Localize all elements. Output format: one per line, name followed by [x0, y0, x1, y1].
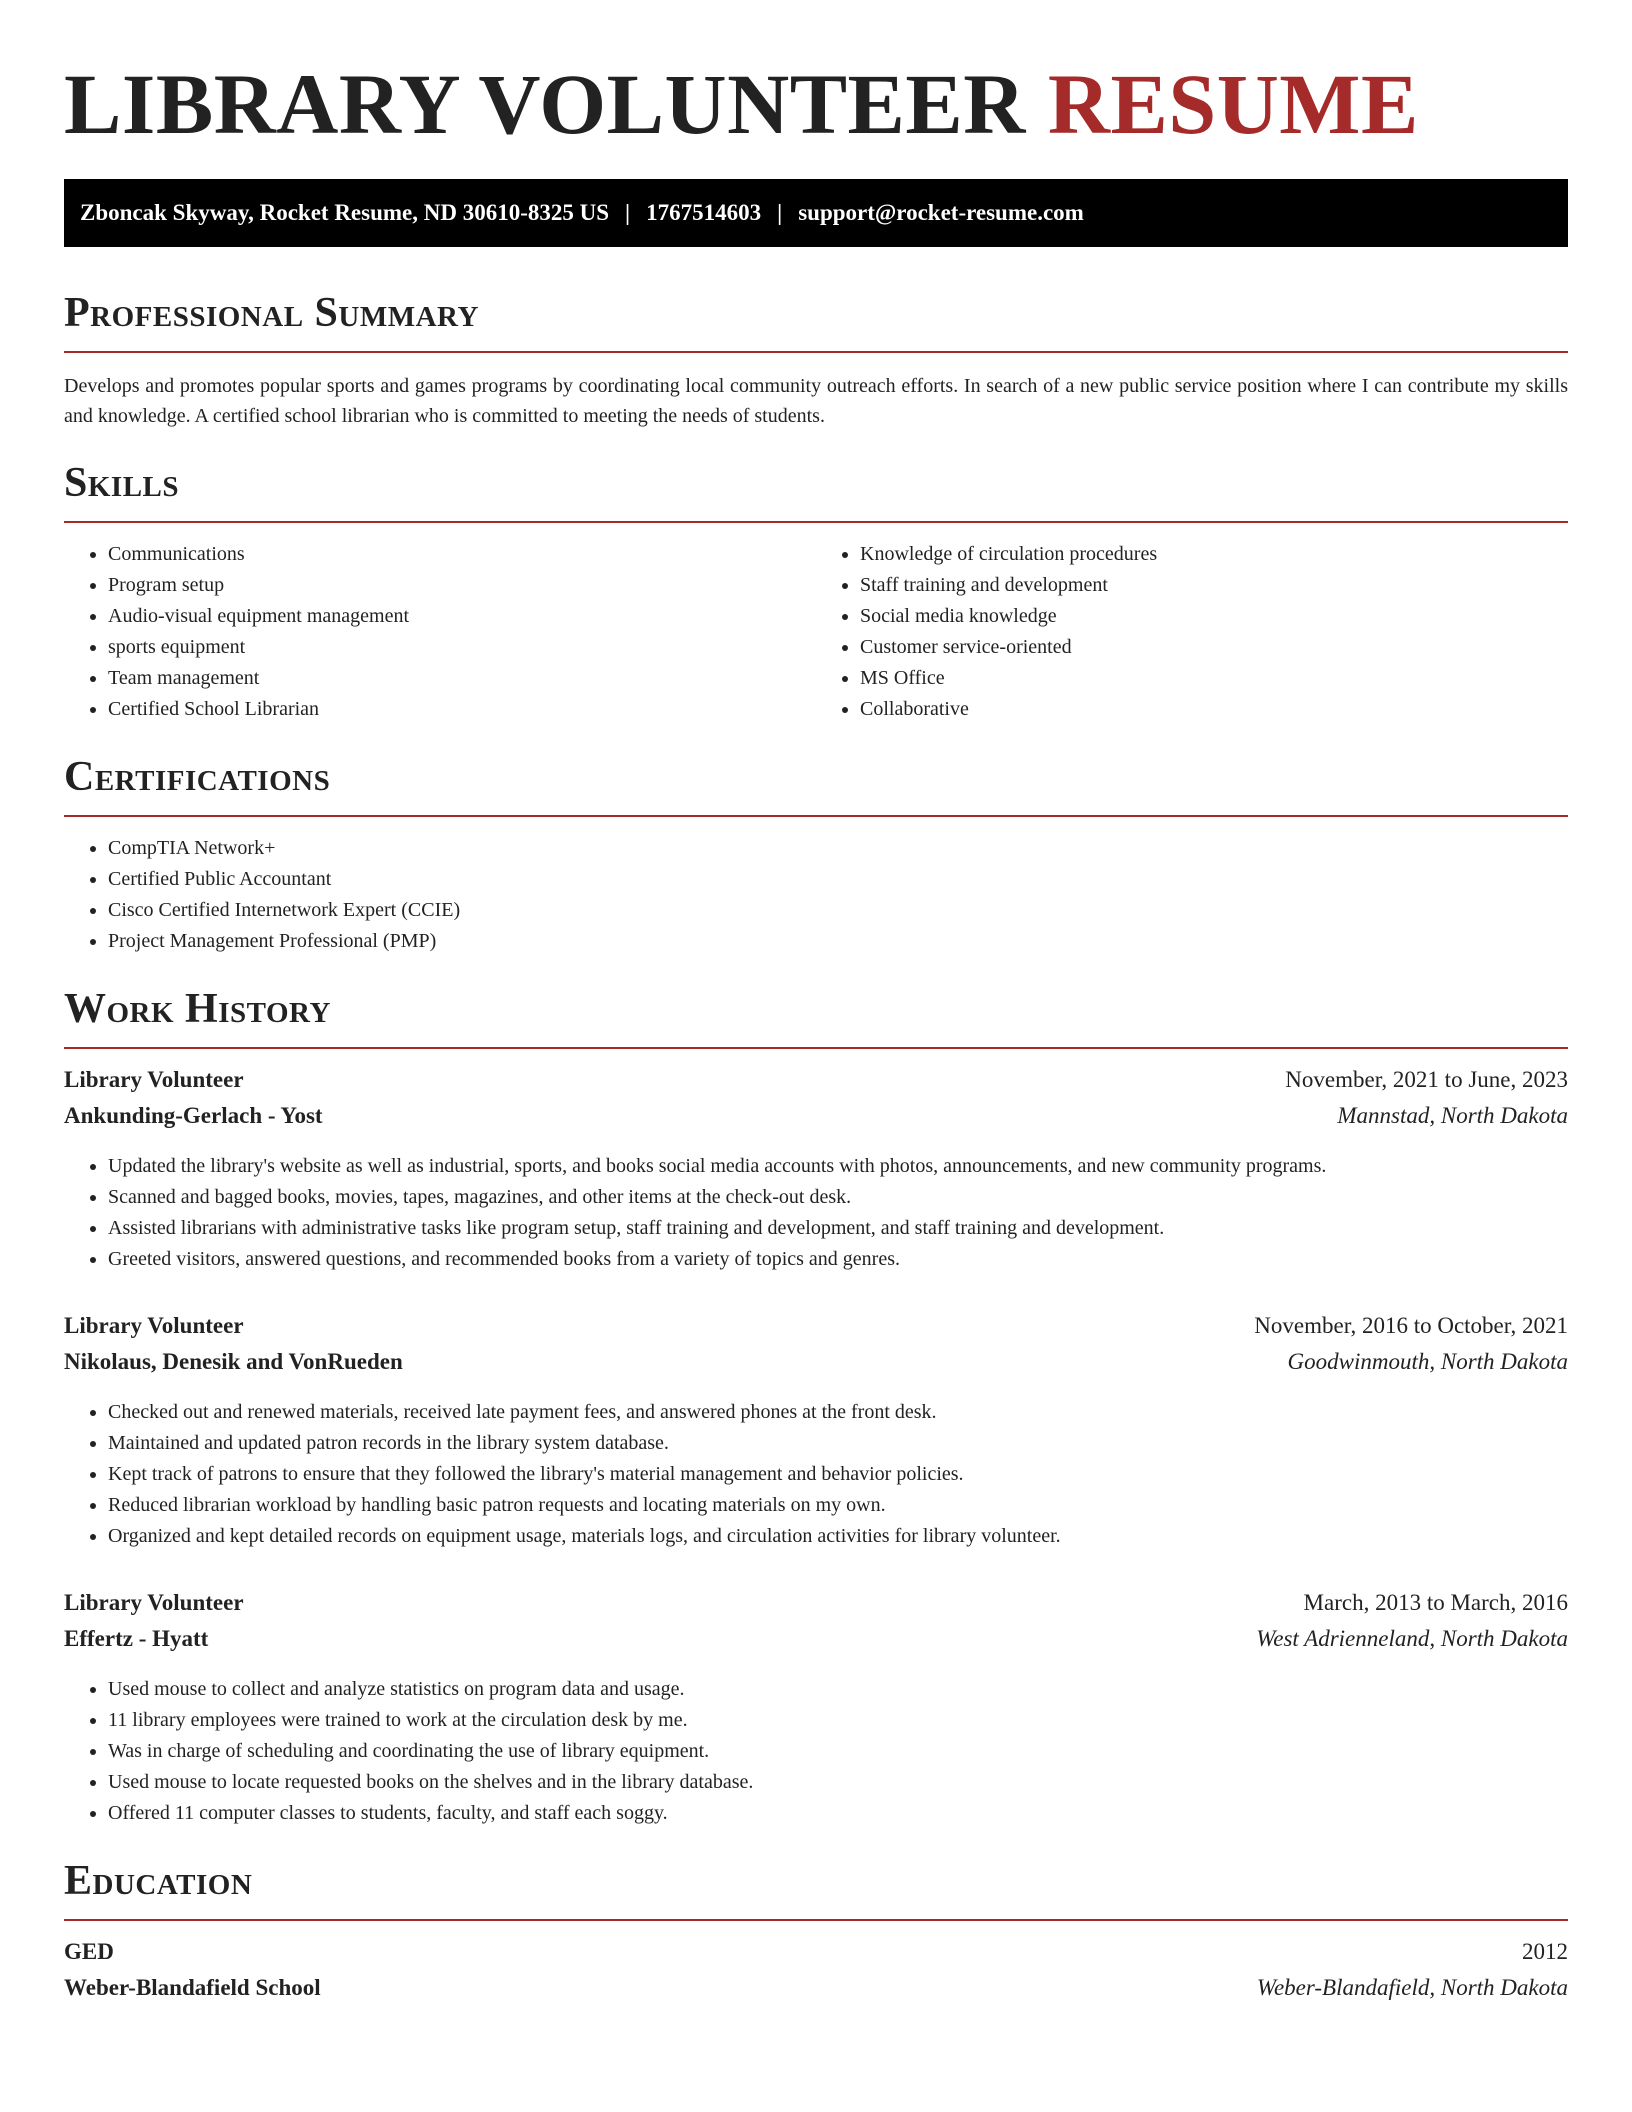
job-bullet: • Scanned and bagged books, movies, tapes, magazines, and other items at the check-out desk.: [108, 1182, 1568, 1213]
job-entry: [64, 1313, 1568, 1552]
job-bullet: • Kept track of patrons to ensure that they followed the library's material management and behavior policies.: [108, 1459, 1568, 1490]
skill-item: • Team management: [108, 663, 816, 694]
contact-bar: [64, 179, 1568, 247]
title-main: LIBRARY VOLUNTEER: [64, 56, 1026, 152]
work-history-section: [64, 987, 1568, 1829]
section-divider: [64, 1047, 1568, 1049]
job-bullet: • Reduced librarian workload by handling basic patron requests and locating materials on my own.: [108, 1490, 1568, 1521]
skill-item: • Audio-visual equipment management: [108, 601, 816, 632]
education-entry: [64, 1939, 1568, 2011]
certification-item: • Certified Public Accountant: [108, 864, 1568, 895]
job-bullet: • Was in charge of scheduling and coordinating the use of library equipment.: [108, 1736, 1568, 1767]
skill-item: • Social media knowledge: [860, 601, 1568, 632]
title-accent: RESUME: [1047, 56, 1419, 152]
skill-item: • Program setup: [108, 570, 816, 601]
job-dates: March, 2013 to March, 2016: [1303, 1590, 1568, 1615]
skills-section: [64, 461, 1568, 725]
skills-column-right: [816, 523, 1568, 725]
education-degree: GED: [64, 1939, 114, 1964]
job-bullet: • 11 library employees were trained to work at the circulation desk by me.: [108, 1705, 1568, 1736]
job-title: Library Volunteer: [64, 1313, 244, 1338]
education-school-row: [64, 1975, 1568, 2011]
skill-item: • Communications: [108, 539, 816, 570]
education-section: [64, 1859, 1568, 2011]
job-company: Nikolaus, Denesik and VonRueden: [64, 1349, 403, 1374]
skill-item: • Customer service-oriented: [860, 632, 1568, 663]
job-company: Effertz - Hyatt: [64, 1626, 209, 1651]
certification-item: • CompTIA Network+: [108, 833, 1568, 864]
education-school: Weber-Blandafield School: [64, 1975, 321, 2000]
certifications-section: [64, 755, 1568, 957]
job-bullet: • Offered 11 computer classes to students, faculty, and staff each soggy.: [108, 1798, 1568, 1829]
job-entry: [64, 1590, 1568, 1829]
job-header-row: [64, 1313, 1568, 1349]
education-header-row: [64, 1939, 1568, 1975]
contact-phone: 1767514603: [646, 200, 762, 225]
job-bullet: • Used mouse to collect and analyze statistics on program data and usage.: [108, 1674, 1568, 1705]
resume-title: [64, 0, 1568, 154]
section-divider: [64, 351, 1568, 353]
skills-column-left: [64, 523, 816, 725]
job-location: Goodwinmouth, North Dakota: [1287, 1349, 1568, 1374]
skills-columns: [64, 523, 1568, 725]
section-divider: [64, 815, 1568, 817]
job-company-row: [64, 1349, 1568, 1385]
job-bullets: [64, 1151, 1568, 1275]
skill-item: • sports equipment: [108, 632, 816, 663]
job-entry: [64, 1067, 1568, 1275]
contact-separator: |: [777, 200, 783, 225]
job-bullet: • Organized and kept detailed records on equipment usage, materials logs, and circulation activities for library volunteer.: [108, 1521, 1568, 1552]
job-location: West Adrienneland, North Dakota: [1256, 1626, 1568, 1651]
contact-address: Zboncak Skyway, Rocket Resume, ND 30610-8325 US: [80, 200, 610, 225]
job-location: Mannstad, North Dakota: [1337, 1103, 1568, 1128]
section-heading: Education: [64, 1858, 253, 1904]
skill-item: • Collaborative: [860, 694, 1568, 725]
job-company: Ankunding-Gerlach - Yost: [64, 1103, 323, 1128]
skill-item: • MS Office: [860, 663, 1568, 694]
job-bullet: • Updated the library's website as well as industrial, sports, and books social media accounts with photos, announcements, and new community programs.: [108, 1151, 1568, 1182]
job-company-row: [64, 1626, 1568, 1662]
certification-item: • Project Management Professional (PMP): [108, 926, 1568, 957]
skill-item: • Staff training and development: [860, 570, 1568, 601]
summary-text: Develops and promotes popular sports and games programs by coordinating local community outreach efforts. In search of a new public service position where I can contribute my skills and knowledge. A certified school librarian who is committed to meeting the needs of students.: [64, 375, 1568, 427]
skill-item: • Knowledge of circulation procedures: [860, 539, 1568, 570]
skills-list: [816, 539, 1568, 725]
certification-item: • Cisco Certified Internetwork Expert (CCIE): [108, 895, 1568, 926]
job-title: Library Volunteer: [64, 1067, 244, 1092]
summary-section: [64, 291, 1568, 431]
section-heading: Professional Summary: [64, 290, 479, 336]
certifications-list: [64, 833, 1568, 957]
job-title: Library Volunteer: [64, 1590, 244, 1615]
skills-list: [64, 539, 816, 725]
contact-separator: |: [625, 200, 631, 225]
section-divider: [64, 1919, 1568, 1921]
job-bullet: • Maintained and updated patron records in the library system database.: [108, 1428, 1568, 1459]
job-bullets: [64, 1397, 1568, 1552]
job-bullets: [64, 1674, 1568, 1829]
job-bullet: • Used mouse to locate requested books on the shelves and in the library database.: [108, 1767, 1568, 1798]
contact-email: support@rocket-resume.com: [798, 200, 1084, 225]
job-company-row: [64, 1103, 1568, 1139]
section-heading: Work History: [64, 986, 331, 1032]
job-bullet: • Assisted librarians with administrative tasks like program setup, staff training and development, and staff training and development.: [108, 1213, 1568, 1244]
job-bullet: • Checked out and renewed materials, received late payment fees, and answered phones at the front desk.: [108, 1397, 1568, 1428]
section-heading: Certifications: [64, 754, 331, 800]
job-dates: November, 2021 to June, 2023: [1285, 1067, 1568, 1092]
job-header-row: [64, 1067, 1568, 1103]
job-bullet: • Greeted visitors, answered questions, and recommended books from a variety of topics and genres.: [108, 1244, 1568, 1275]
section-heading: Skills: [64, 460, 180, 506]
education-year: 2012: [1522, 1939, 1568, 1964]
education-location: Weber-Blandafield, North Dakota: [1256, 1975, 1568, 2000]
skill-item: • Certified School Librarian: [108, 694, 816, 725]
job-dates: November, 2016 to October, 2021: [1254, 1313, 1568, 1338]
job-header-row: [64, 1590, 1568, 1626]
